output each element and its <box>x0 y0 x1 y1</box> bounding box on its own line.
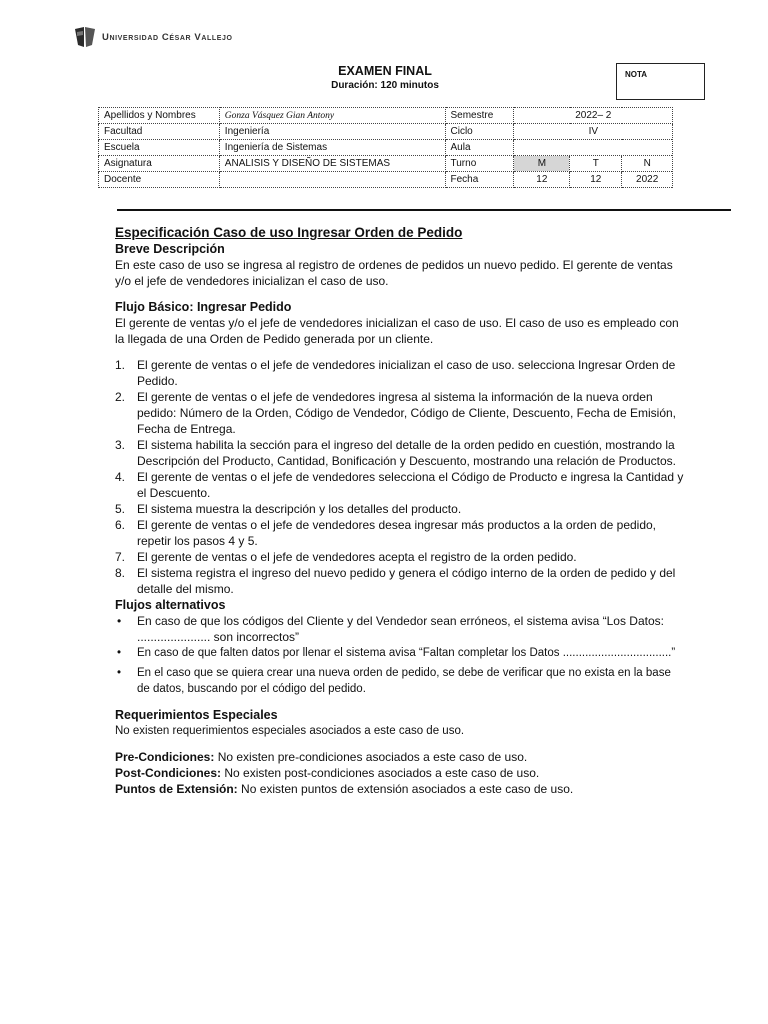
step-text: El gerente de ventas o el jefe de vendedores desea ingresar más productos a la orden de pedido, repetir los pasos 4 y 5. <box>137 518 657 548</box>
step-number: 7. <box>115 550 126 564</box>
step-text: El gerente de ventas o el jefe de vendedores selecciona el Código de Producto e ingresa la Cantidad y el Descuento. <box>137 470 684 500</box>
step-text: El sistema habilita la sección para el ingreso del detalle de la orden pedido en cuestión, mostrando la Descripción del Producto, Cantidad, Bonificación y Descuento, mostrando una relación de Productos. <box>137 438 676 468</box>
turno-option-t: T <box>570 156 622 172</box>
list-item <box>115 613 685 645</box>
nota-box <box>616 63 705 100</box>
exam-duration: Duración: 120 minutos <box>331 80 439 91</box>
pre-label: Pre-Condiciones: <box>115 750 215 764</box>
divider <box>117 209 731 211</box>
ciclo-value: IV <box>514 124 673 140</box>
bullet-icon: • <box>117 614 122 628</box>
semestre-label: Semestre <box>445 108 514 124</box>
pre-conditions <box>115 749 685 765</box>
apellidos-value: Gonza Vásquez Gian Antony <box>219 108 445 124</box>
fecha-year: 2022 <box>622 172 673 188</box>
spec-title: Especificación Caso de uso Ingresar Orden de Pedido <box>115 225 463 240</box>
flujo-heading: Flujo Básico: Ingresar Pedido <box>115 300 292 314</box>
ciclo-label: Ciclo <box>445 124 514 140</box>
aula-label: Aula <box>445 140 514 156</box>
table-row <box>99 156 768 172</box>
asignatura-label: Asignatura <box>99 156 220 172</box>
list-item <box>115 437 685 469</box>
facultad-label: Facultad <box>99 124 220 140</box>
escuela-value: Ingeniería de Sistemas <box>219 140 445 156</box>
post-text: No existen post-condiciones asociados a este caso de uso. <box>221 766 540 780</box>
bullet-icon: • <box>117 667 122 679</box>
student-info-table <box>98 107 768 188</box>
ext-label: Puntos de Extensión: <box>115 782 238 796</box>
list-item <box>115 549 685 565</box>
alternative-flows <box>115 613 685 697</box>
post-label: Post-Condiciones: <box>115 766 222 780</box>
apellidos-label: Apellidos y Nombres <box>99 108 220 124</box>
list-item <box>115 469 685 501</box>
docente-value <box>219 172 445 188</box>
turno-option-n: N <box>622 156 673 172</box>
step-text: El sistema registra el ingreso del nuevo pedido y genera el código interno de la orden de pedido y del detalle del mismo. <box>137 566 676 596</box>
table-row <box>99 124 768 140</box>
use-case-spec <box>115 224 685 797</box>
step-number: 5. <box>115 502 126 516</box>
req-text: No existen requerimientos especiales asociados a este caso de uso. <box>115 725 465 737</box>
aula-value <box>514 140 673 156</box>
turno-label: Turno <box>445 156 514 172</box>
step-number: 2. <box>115 390 126 404</box>
list-item <box>115 501 685 517</box>
nota-label: NOTA <box>625 70 648 79</box>
step-text: El gerente de ventas o el jefe de vendedores acepta el registro de la orden pedido. <box>137 550 577 564</box>
post-conditions <box>115 765 685 781</box>
list-item <box>115 357 685 389</box>
ucv-crest-icon <box>74 26 96 48</box>
university-name: Universidad César Vallejo <box>102 31 233 43</box>
exam-title: EXAMEN FINAL <box>338 64 432 78</box>
list-item <box>115 389 685 437</box>
alternative-text: En caso de que los códigos del Cliente y del Vendedor sean erróneos, el sistema avisa “Los Datos: ...................... son incorrectos” <box>137 614 664 644</box>
alt-heading: Flujos alternativos <box>115 598 226 612</box>
table-row <box>99 172 768 188</box>
list-item <box>115 517 685 549</box>
pre-text: No existen pre-condiciones asociados a este caso de uso. <box>214 750 528 764</box>
fecha-day: 12 <box>514 172 570 188</box>
req-heading: Requerimientos Especiales <box>115 708 278 722</box>
step-number: 6. <box>115 518 126 532</box>
list-item <box>115 645 685 661</box>
flujo-text: El gerente de ventas y/o el jefe de vendedores inicializan el caso de uso. El caso de uso es empleado con la llegada de una Orden de Pedido generada por un cliente. <box>115 316 679 346</box>
asignatura-value: ANALISIS Y DISEÑO DE SISTEMAS <box>219 156 445 172</box>
step-number: 1. <box>115 358 126 372</box>
extension-points <box>115 781 685 797</box>
docente-label: Docente <box>99 172 220 188</box>
alternative-text: En caso de que falten datos por llenar el sistema avisa “Faltan completar los Datos ..................................” <box>137 647 676 659</box>
bullet-icon: • <box>117 647 122 659</box>
step-text: El gerente de ventas o el jefe de vendedores inicializan el caso de uso. selecciona Ingresar Orden de Pedido. <box>137 358 676 388</box>
list-item <box>115 665 685 697</box>
breve-text: En este caso de uso se ingresa al registro de ordenes de pedidos un nuevo pedido. El gerente de ventas y/o el jefe de vendedores inicializan el caso de uso. <box>115 258 673 288</box>
facultad-value: Ingeniería <box>219 124 445 140</box>
blank-cell <box>673 108 768 188</box>
step-number: 8. <box>115 566 126 580</box>
university-logo <box>74 26 233 48</box>
table-row <box>99 140 768 156</box>
step-number: 4. <box>115 470 126 484</box>
list-item <box>115 565 685 597</box>
turno-option-m: M <box>514 156 570 172</box>
ext-text: No existen puntos de extensión asociados a este caso de uso. <box>237 782 574 796</box>
semestre-value: 2022– 2 <box>514 108 673 124</box>
fecha-month: 12 <box>570 172 622 188</box>
step-text: El gerente de ventas o el jefe de vendedores ingresa al sistema la información de la nueva orden pedido: Número de la Orden, Código de Vendedor, Código de Cliente, Descuento, Fecha de Emisión, Fecha de Entrega. <box>137 390 677 436</box>
escuela-label: Escuela <box>99 140 220 156</box>
exam-title-block <box>260 64 510 91</box>
table-row <box>99 108 768 124</box>
step-number: 3. <box>115 438 126 452</box>
alternative-text: En el caso que se quiera crear una nueva orden de pedido, se debe de verificar que no exista en la base de datos, buscando por el código del pedido. <box>137 667 671 695</box>
basic-flow-steps <box>115 357 685 597</box>
breve-heading: Breve Descripción <box>115 242 225 256</box>
step-text: El sistema muestra la descripción y los detalles del producto. <box>137 502 462 516</box>
fecha-label: Fecha <box>445 172 514 188</box>
